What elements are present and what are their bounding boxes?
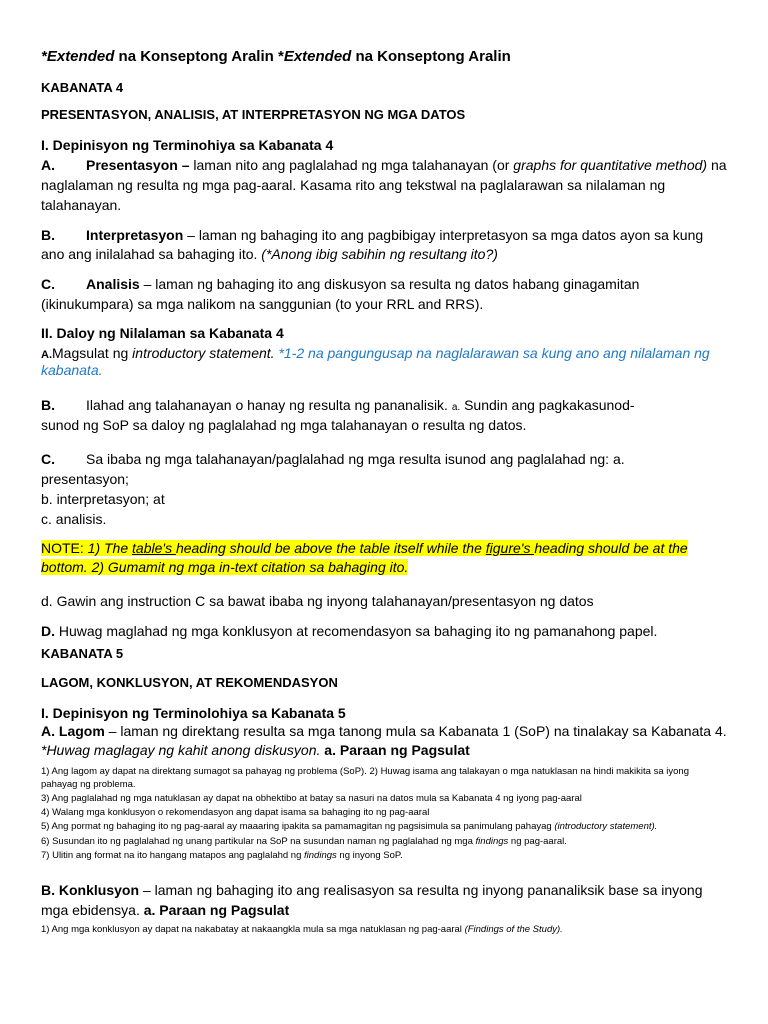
- note-text: itself while the: [393, 540, 486, 556]
- rule-text: 7) Ulitin ang format na ito hangang matapos ang paglalahd ng: [41, 850, 305, 861]
- rule-text-italic: findings: [304, 850, 337, 861]
- rule-line: [41, 821, 657, 832]
- ch4-instruction-d: d. Gawin ang instruction C sa bawat ibaba ng inyong talahanayan/presentasyon ng datos: [41, 593, 594, 609]
- rule-line: 3) Ang paglalahad ng mga natuklasan ay dapat na obhektibo at batay sa nasuri na datos mula sa Kabanata 4 ng iyong pag-aaral: [41, 793, 582, 804]
- item-term: Lagom: [55, 723, 105, 739]
- page-title: [41, 48, 511, 65]
- item-text: Huwag maglahad ng mga konklusyon at recomendasyon sa bahaging ito ng pamanahong papel.: [55, 623, 658, 639]
- item-text: Sa ibaba ng mga talahanayan/paglalahad ng mga resulta isunod ang paglalahad ng: a.: [86, 451, 625, 467]
- rule-text: 5) Ang pormat ng bahaging ito ng pag-aaral ay maaaring ipakita sa pamamagitan ng pagsisimula sa panimulang pahayag: [41, 821, 555, 832]
- chapter-4-section-1-title: I. Depinisyon ng Terminohiya sa Kabanata 4: [41, 137, 334, 153]
- note-line-2: [41, 559, 408, 575]
- item-letter: C.: [41, 276, 55, 292]
- ch4-flow-a: [41, 345, 710, 361]
- ch4-flow-c: [41, 451, 625, 467]
- title-rest-2: na Konseptong Aralin: [351, 48, 511, 65]
- item-text-italic: graphs for quantitative method): [513, 157, 708, 173]
- ch4-flow-c-line-4: c. analisis.: [41, 511, 107, 527]
- note-text-underlined: figure's: [485, 540, 535, 556]
- item-text: Ilahad ang talahanayan o hanay ng resulta ng pananalisik.: [86, 397, 452, 413]
- item-text-italic: *Huwag maglagay ng kahit anong diskusyon.: [41, 742, 321, 758]
- note-label: NOTE:: [41, 540, 88, 556]
- item-letter: B.: [41, 227, 55, 243]
- ch5-item-b-line-2: [41, 902, 289, 918]
- rule-line: [41, 924, 563, 935]
- item-term: Analisis: [86, 276, 140, 292]
- note-line-1: [41, 540, 688, 556]
- rule-line: [41, 836, 567, 847]
- ch4-flow-b-line-2: sunod ng SoP sa daloy ng paglalahad ng mga talahanayan o resulta ng datos.: [41, 417, 527, 433]
- item-letter: A.: [41, 157, 55, 173]
- note-text-underlined: table's: [132, 540, 176, 556]
- rule-line: [41, 850, 403, 861]
- rule-line: 4) Walang mga konklusyon o rekomendasyon ang dapat isama sa bahaging ito ng pag-aaral: [41, 807, 430, 818]
- item-text: – laman ng bahaging ito ang diskusyon sa resulta ng datos habang ginagamitan: [139, 276, 640, 292]
- title-star-2: *: [277, 48, 284, 65]
- item-note-blue: *1-2 na pangungusap na naglalarawan sa kung ano ang nilalaman ng: [274, 345, 710, 361]
- item-text-italic: (*Anong ibig sabihin ng resultang ito?): [261, 246, 498, 262]
- item-letter: D.: [41, 623, 55, 639]
- item-text-end: na: [707, 157, 727, 173]
- title-star: *: [41, 48, 47, 65]
- note-text: heading should be at the: [534, 540, 688, 556]
- item-text: – laman ng bahaging ito ang pagbibigay interpretasyon sa mga datos ayon sa kung: [183, 227, 704, 243]
- item-text-italic: introductory statement.: [132, 345, 275, 361]
- rule-text-italic: (introductory statement).: [554, 821, 658, 832]
- title-extended-2: Extended: [283, 48, 352, 65]
- note-text: bottom. 2) Gumamit ng mga in-text citation sa bahaging ito.: [41, 559, 409, 575]
- item-letter: A.: [41, 349, 52, 361]
- item-text: ano ang inilalahad sa bahaging ito.: [41, 246, 262, 262]
- item-letter: B.: [41, 882, 55, 898]
- ch4-flow-b: [41, 397, 635, 413]
- ch4-flow-a-line-2: kabanata.: [41, 362, 103, 378]
- rule-text: 1) Ang mga konklusyon ay dapat na nakabatay at nakaangkla mula sa mga natuklasan ng pag-aaral: [41, 924, 465, 935]
- item-text: Magsulat ng: [52, 345, 133, 361]
- item-term: Presentasyon –: [86, 157, 190, 173]
- ch4-flow-c-line-3: b. interpretasyon; at: [41, 491, 165, 507]
- ch5-item-a-line-2: [41, 742, 470, 758]
- rule-text: ng inyong SoP.: [336, 850, 403, 861]
- item-text-end: Sundin ang pagkakasunod-: [460, 397, 635, 413]
- rule-text: 6) Susundan ito ng paglalahad ng unang partikular na SoP na susundan naman ng paglalahad ng mga: [41, 836, 476, 847]
- item-text: – laman ng bahaging ito ang realisasyon sa resulta ng inyong pananaliksik base sa inyong: [139, 882, 703, 898]
- item-subheading: a. Paraan ng Pagsulat: [143, 902, 290, 918]
- item-text: – laman ng direktang resulta sa mga tanong mula sa Kabanata 1 (SoP) na tinalakay sa Kabanata 4.: [104, 723, 727, 739]
- note-text: 1) The: [87, 540, 133, 556]
- chapter-5-subheading: LAGOM, KONKLUSYON, AT REKOMENDASYON: [41, 675, 338, 690]
- rule-line: 1) Ang lagom ay dapat na direktang sumagot sa pahayag ng problema (SoP). 2) Huwag isama ang talakayan o mga natuklasan na hindi makikita sa iyong: [41, 766, 689, 777]
- item-letter: B.: [41, 397, 55, 413]
- ch4-item-d: [41, 623, 657, 639]
- rule-text: ng pag-aaral.: [508, 836, 567, 847]
- item-letter: C.: [41, 451, 55, 467]
- title-rest: na Konseptong Aralin: [114, 48, 278, 65]
- rule-line: pahayag ng problema.: [41, 779, 136, 790]
- ch5-item-b: [41, 882, 703, 898]
- item-letter: A.: [41, 723, 55, 739]
- ch4-item-c: [41, 276, 639, 292]
- title-extended: Extended: [46, 48, 115, 65]
- ch4-item-a-line-2: naglalaman ng resulta ng mga pag-aaral. Kasama rito ang tekstwal na paglalarawan sa nilalaman ng: [41, 177, 666, 193]
- ch4-item-a-line-3: talahanayan.: [41, 197, 122, 213]
- item-text: mga ebidensya.: [41, 902, 144, 918]
- ch4-item-c-line-2: (ikinukumpara) sa mga nalikom na sanggunian (to your RRL and RRS).: [41, 296, 484, 312]
- item-text: laman nito ang paglalahad ng mga talahanayan (or: [189, 157, 514, 173]
- note-text: heading should be above the table: [175, 540, 394, 556]
- ch4-item-a: [41, 157, 727, 173]
- chapter-4-subheading: PRESENTASYON, ANALISIS, AT INTERPRETASYON NG MGA DATOS: [41, 107, 466, 122]
- chapter-5-heading: KABANATA 5: [41, 646, 124, 661]
- ch5-item-a: [41, 723, 727, 739]
- chapter-4-section-2-title: II. Daloy ng Nilalaman sa Kabanata 4: [41, 325, 284, 341]
- rule-text-italic: findings: [475, 836, 509, 847]
- item-subheading: a. Paraan ng Pagsulat: [320, 742, 470, 758]
- ch4-item-b-line-2: [41, 246, 498, 262]
- chapter-5-section-1-title: I. Depinisyon ng Terminolohiya sa Kabanata 5: [41, 705, 346, 721]
- ch4-flow-c-line-2: presentasyon;: [41, 471, 129, 487]
- ch4-item-b: [41, 227, 703, 243]
- chapter-4-heading: KABANATA 4: [41, 80, 124, 95]
- item-term: Konklusyon: [55, 882, 140, 898]
- rule-text-italic: (Findings of the Study).: [464, 924, 563, 935]
- item-term: Interpretasyon: [86, 227, 184, 243]
- item-sub-letter: a.: [451, 402, 461, 413]
